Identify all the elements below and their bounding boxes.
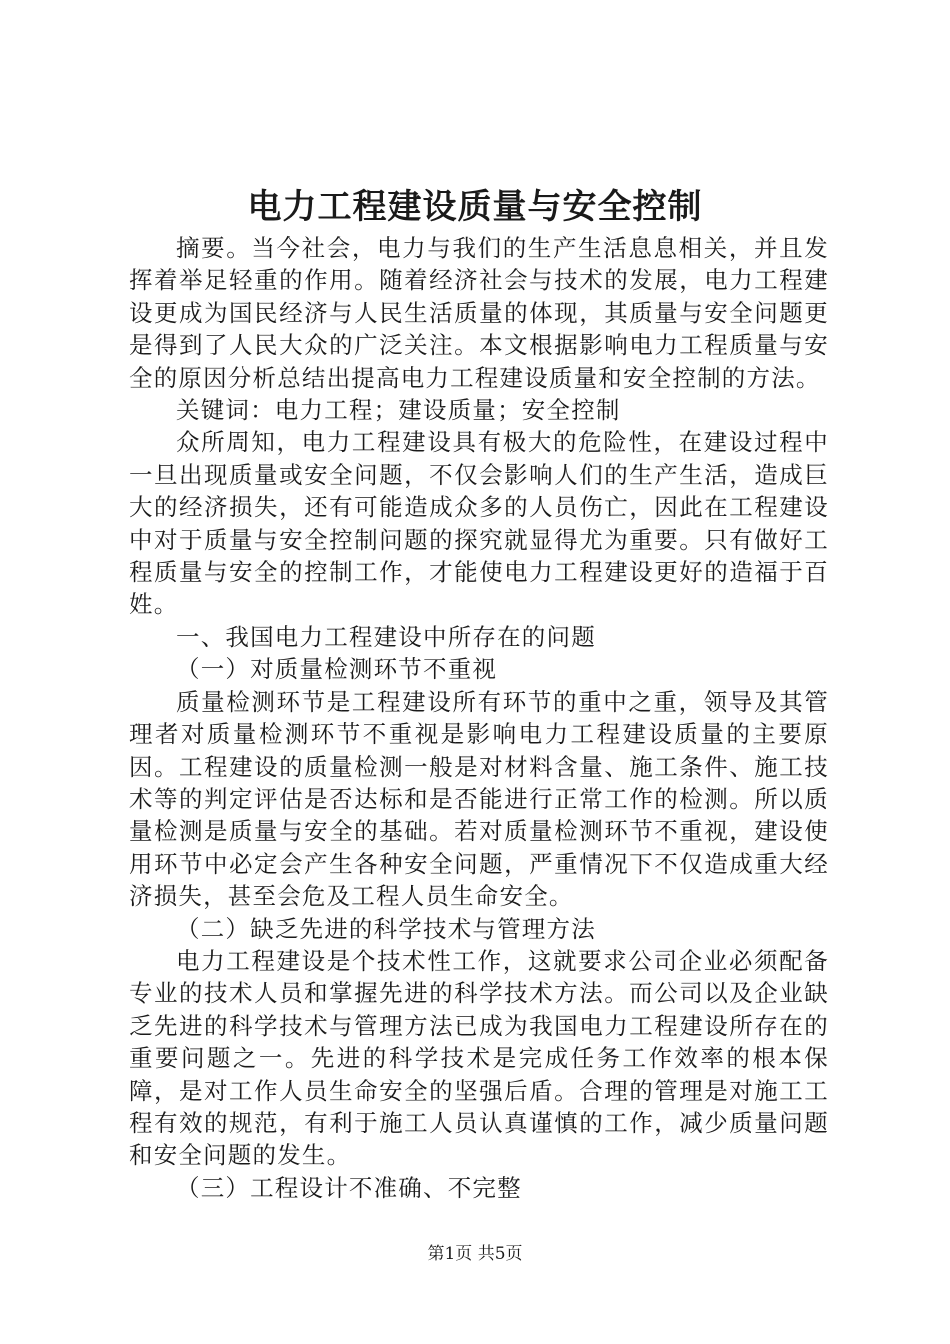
body-paragraph: 质量检测环节是工程建设所有环节的重中之重，领导及其管理者对质量检测环节不重视是影响电力工程建设质量的主要原因。工程建设的质量检测一般是对材料含量、施工条件、施工技术等的判定评估是否达标和是否能进行正常工作的检测。所以质量检测是质量与安全的基础。若对质量检测环节不重视，建设使用环节中必定会产生各种安全问题，严重情况下不仅造成重大经济损失，甚至会危及工程人员生命安全。: [129, 687, 829, 911]
page-footer: 第1页 共5页: [427, 1244, 523, 1264]
section-heading: 一、我国电力工程建设中所存在的问题: [176, 622, 596, 651]
body-paragraph: 电力工程建设是个技术性工作，这就要求公司企业必须配备专业的技术人员和掌握先进的科学技术方法。而公司以及企业缺乏先进的科学技术与管理方法已成为我国电力工程建设所存在的重要问题之一。先进的科学技术是完成任务工作效率的根本保障，是对工作人员生命安全的坚强后盾。合理的管理是对施工工程有效的规范，有利于施工人员认真谨慎的工作，减少质量问题和安全问题的发生。: [129, 946, 829, 1170]
intro-paragraph: 众所周知，电力工程建设具有极大的危险性，在建设过程中一旦出现质量或安全问题，不仅会影响人们的生产生活，造成巨大的经济损失，还有可能造成众多的人员伤亡，因此在工程建设中对于质量与安全控制问题的探究就显得尤为重要。只有做好工程质量与安全的控制工作，才能使电力工程建设更好的造福于百姓。: [129, 428, 829, 619]
abstract-paragraph: 摘要。当今社会，电力与我们的生产生活息息相关，并且发挥着举足轻重的作用。随着经济社会与技术的发展，电力工程建设更成为国民经济与人民生活质量的体现，其质量与安全问题更是得到了人民大众的广泛关注。本文根据影响电力工程质量与安全的原因分析总结出提高电力工程建设质量和安全控制的方法。: [129, 234, 829, 392]
keywords-paragraph: 关键词：电力工程；建设质量；安全控制: [176, 396, 621, 425]
subsection-heading: （一）对质量检测环节不重视: [176, 655, 498, 684]
document-body: [129, 232, 829, 1204]
document-title: 电力工程建设质量与安全控制: [247, 187, 703, 227]
subsection-heading: （二）缺乏先进的科学技术与管理方法: [176, 914, 596, 943]
subsection-heading: （三）工程设计不准确、不完整: [176, 1173, 522, 1202]
